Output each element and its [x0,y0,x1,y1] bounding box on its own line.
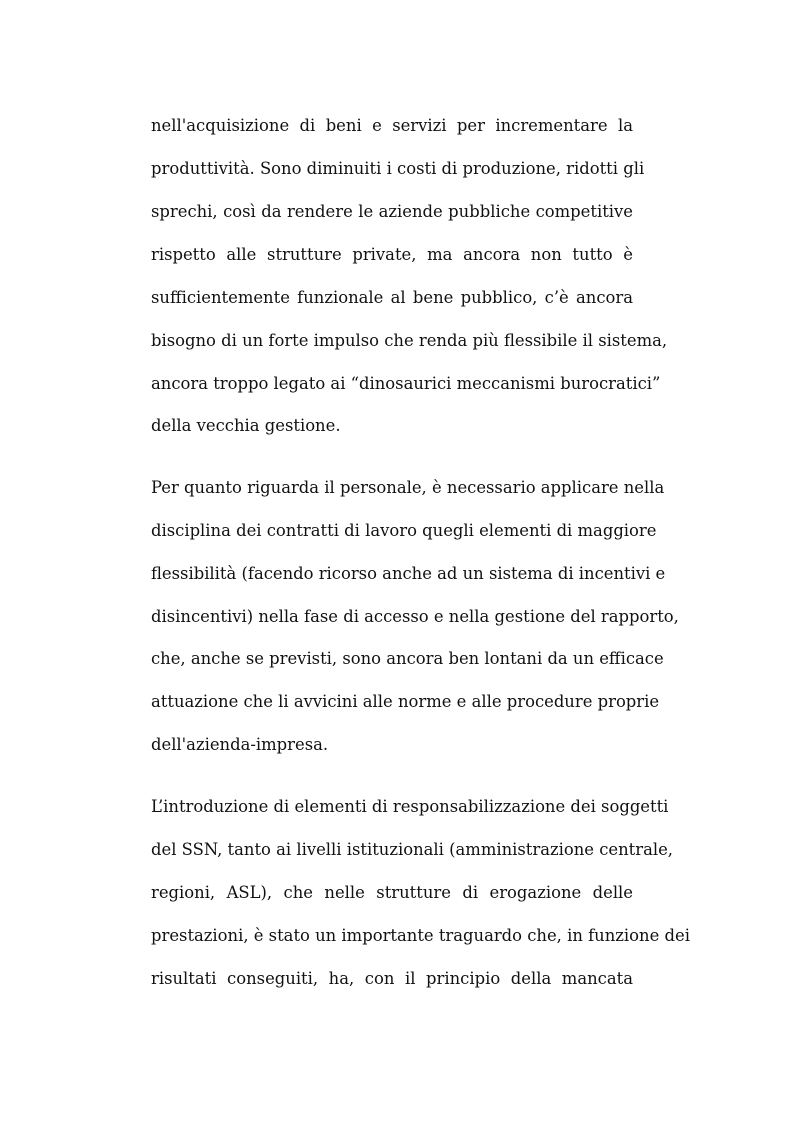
text-line: risultati conseguiti, ha, con il principio della mancata [151,969,633,988]
text-line: bisogno di un forte impulso che renda più flessibile il sistema, [151,331,668,350]
text-line: prestazioni, è stato un importante traguardo che, in funzione dei [151,926,690,945]
text-line: disincentivi) nella fase di accesso e nella gestione del rapporto, [151,607,679,626]
text-line: sprechi, così da rendere le aziende pubbliche competitive [151,202,633,221]
text-line: della vecchia gestione. [151,416,341,435]
text-line: sufficientemente funzionale al bene pubblico, c’è ancora [151,288,633,307]
text-line: attuazione che li avvicini alle norme e alle procedure proprie [151,692,660,711]
text-line: flessibilità (facendo ricorso anche ad un sistema di incentivi e [151,564,666,583]
text-line: dell'azienda-impresa. [151,735,329,754]
text-line: ancora troppo legato ai “dinosaurici meccanismi burocratici” [151,374,661,393]
text-line: L’introduzione di elementi di responsabilizzazione dei soggetti [151,797,669,816]
text-line: disciplina dei contratti di lavoro quegli elementi di maggiore [151,521,657,540]
text-line: nell'acquisizione di beni e servizi per incrementare la [151,116,633,135]
text-line: del SSN, tanto ai livelli istituzionali (amministrazione centrale, [151,840,673,859]
text-line: che, anche se previsti, sono ancora ben lontani da un efficace [151,649,664,668]
text-line: Per quanto riguarda il personale, è necessario applicare nella [151,478,665,497]
text-line: regioni, ASL), che nelle strutture di erogazione delle [151,883,633,902]
text-line: rispetto alle strutture private, ma ancora non tutto è [151,245,633,264]
text-line: produttività. Sono diminuiti i costi di produzione, ridotti gli [151,159,645,178]
